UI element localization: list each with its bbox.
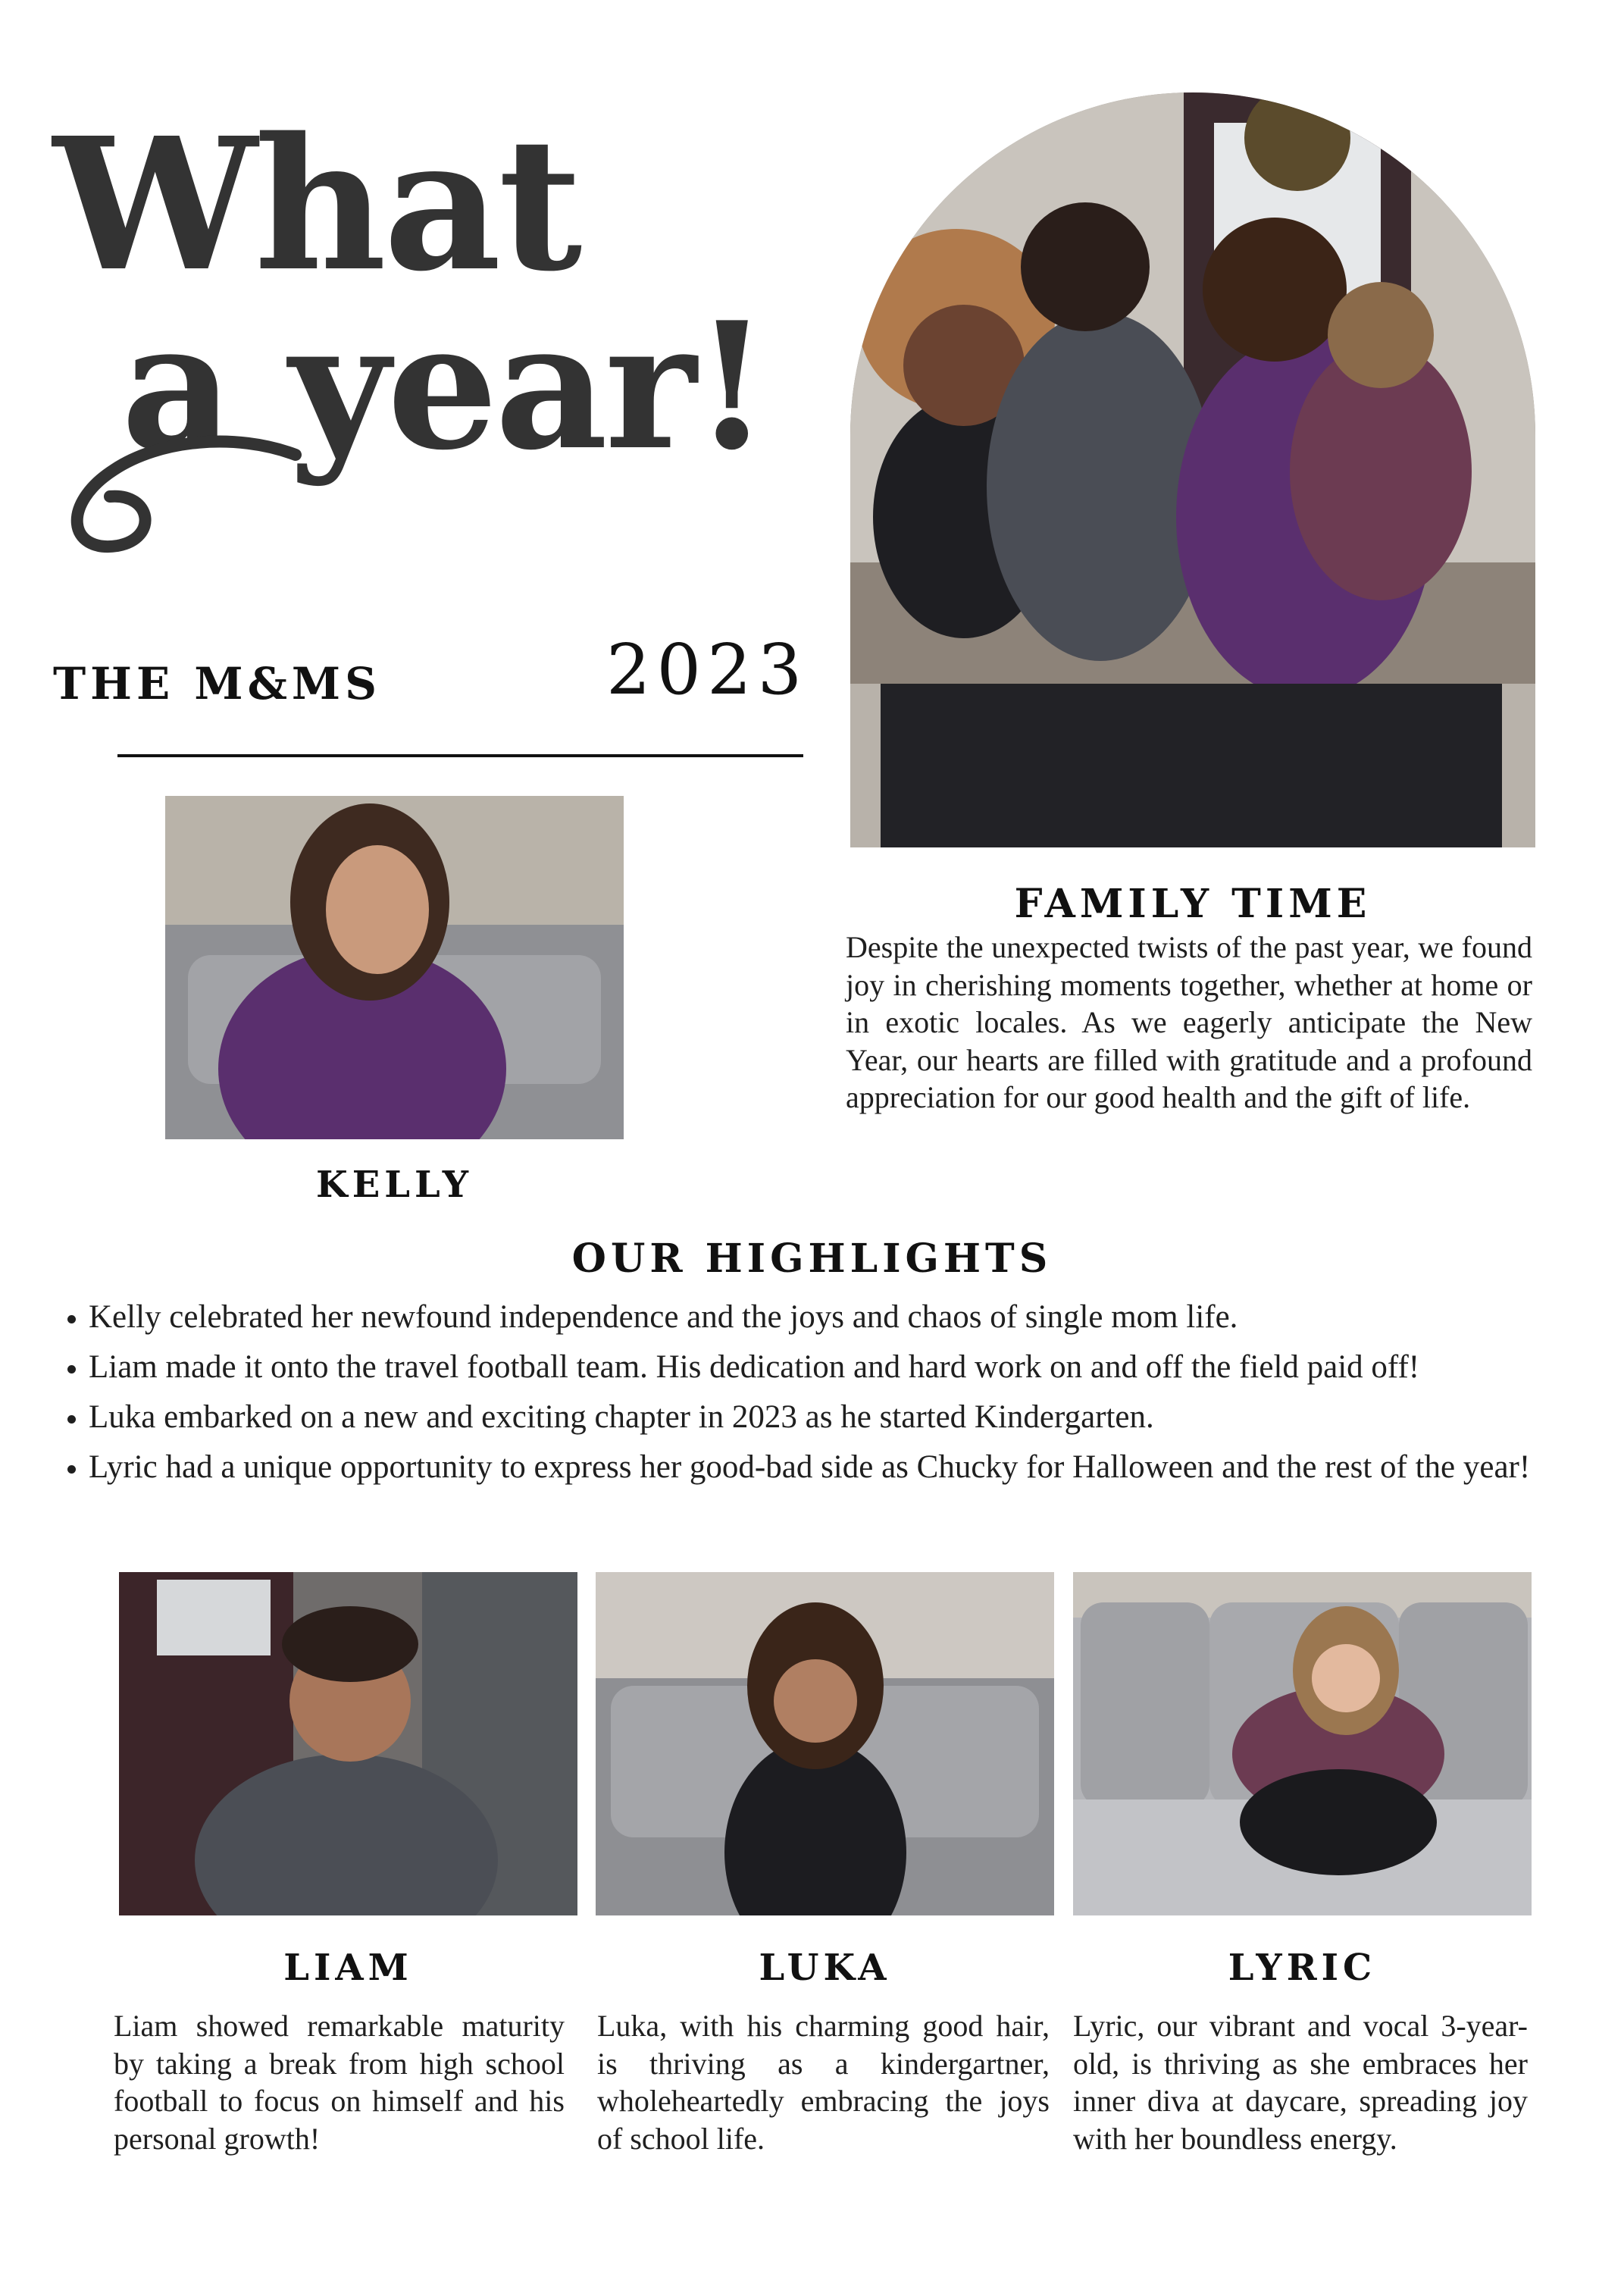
highlights-list: [45, 1292, 1624, 1493]
highlight-item: • Kelly celebrated her newfound independence and the joys and chaos of single mom life.: [89, 1292, 1624, 1342]
highlight-item: • Lyric had a unique opportunity to express her good-bad side as Chucky for Halloween and the rest of the year!: [89, 1442, 1624, 1493]
luka-label: LUKA: [759, 1947, 891, 1989]
title-line-a-year: a year!: [121, 284, 768, 489]
lyric-text: Lyric, our vibrant and vocal 3-year-old, is thriving as she embraces her inner diva at daycare, spreading joy with her boundless energy.: [1073, 2009, 1528, 2156]
liam-text: Liam showed remarkable maturity by taking a break from high school football to focus on himself and his personal growth!: [114, 2009, 565, 2156]
title-line-what: What: [53, 98, 580, 312]
highlights-heading: OUR HIGHLIGHTS: [571, 1236, 1053, 1282]
kelly-photo: [165, 796, 624, 1139]
family-time-text: Despite the unexpected twists of the past year, we found joy in cherishing moments together, whether at home or in exotic locales. As we eagerly anticipate the New Year, our hearts are filled with gratitude and a profound appreciation for our good health and the gift of life.: [846, 930, 1532, 1114]
family-photo: [850, 92, 1535, 847]
title-flourish-decoration: [45, 424, 318, 561]
luka-photo: [596, 1572, 1054, 1915]
liam-label: LIAM: [283, 1947, 413, 1989]
lyric-label: LYRIC: [1228, 1947, 1377, 1989]
kelly-label: KELLY: [316, 1164, 473, 1206]
year-label: 2023: [606, 629, 809, 710]
highlight-item: • Luka embarked on a new and exciting chapter in 2023 as he started Kindergarten.: [89, 1392, 1624, 1442]
lyric-photo: [1073, 1572, 1532, 1915]
highlight-item: • Liam made it onto the travel football team. His dedication and hard work on and off the field paid off!: [89, 1342, 1624, 1392]
title-divider: [117, 754, 803, 757]
luka-text: Luka, with his charming good hair, is thriving as a kindergartner, wholeheartedly embracing the joys of school life.: [597, 2009, 1050, 2156]
family-name: THE M&MS: [53, 658, 382, 709]
family-time-heading: FAMILY TIME: [1014, 881, 1372, 927]
liam-photo: [119, 1572, 577, 1915]
